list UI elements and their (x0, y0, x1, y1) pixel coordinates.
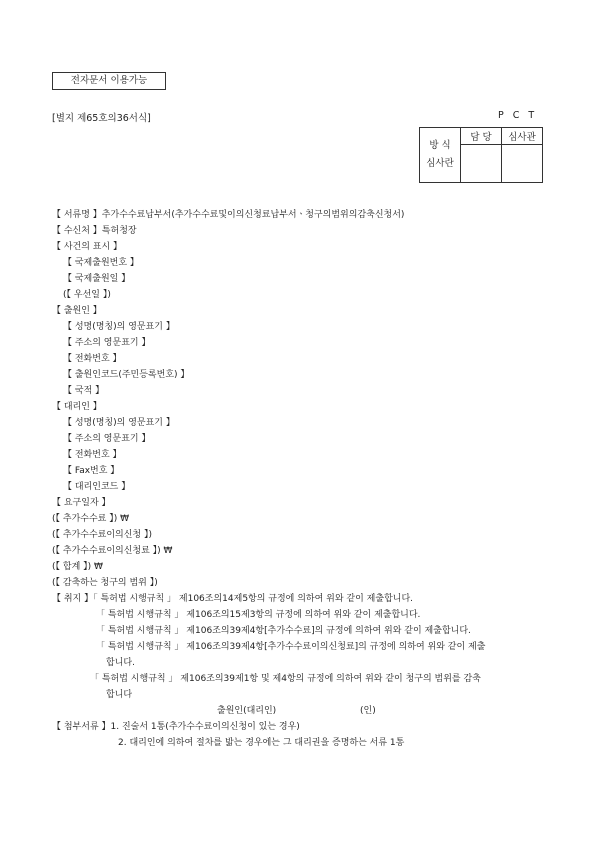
approval-row-label: 방 식 심사란 (420, 128, 461, 183)
purpose-line-4: 「 특허법 시행규칙 」 제106조의39제4항[추가수수료이의신청료]의 규정에 의하여 위와 같이 제출 (96, 642, 486, 652)
field-attachments: 【 첨부서류 】1. 진술서 1통(추가수수료이의신청이 있는 경우) (52, 722, 300, 732)
field-document-name: 【 서류명 】추가수수료납부서(추가수수료및이의신청료납부서ㆍ청구의범위의감축신청서) (52, 210, 405, 220)
field-applicant-nationality: 【 국적 】 (63, 386, 105, 396)
purpose-line-3: 「 특허법 시행규칙 」 제106조의39제4항[추가수수료]의 규정에 의하여 위와 같이 제출합니다. (96, 626, 471, 636)
purpose-line-4-cont: 합니다. (106, 658, 135, 668)
field-applicant-english-name: 【 성명(명칭)의 영문표기 】 (63, 322, 175, 332)
field-international-app-number: 【 국제출원번호 】 (63, 258, 139, 268)
field-fee-objection-charge: (【 추가수수료이의신청료 】) ₩ (52, 546, 173, 556)
field-reduced-claims: (【 감축하는 청구의 범위 】) (52, 578, 158, 588)
seal-mark: (인) (360, 706, 376, 716)
electronic-document-badge: 전자문서 이용가능 (52, 72, 166, 90)
field-purpose: 【 취지 】「 특허법 시행규칙 」 제106조의14제5항의 규정에 의하여 위와 같이 제출합니다. (52, 594, 414, 604)
approval-col-staff: 담 당 (461, 128, 502, 145)
field-agent-code: 【 대리인코드 】 (63, 482, 131, 492)
approval-table (419, 127, 543, 183)
field-agent-phone: 【 전화번호 】 (63, 450, 122, 460)
attachment-line-2: 2. 대리인에 의하여 절차를 밟는 경우에는 그 대리권을 증명하는 서류 1통 (118, 738, 405, 748)
field-total: (【 합계 】) ₩ (52, 562, 103, 572)
applicant-signature-label: 출원인(대리인) (217, 706, 277, 716)
field-applicant-phone: 【 전화번호 】 (63, 354, 122, 364)
field-priority-date: (【 우선일 】) (63, 290, 111, 300)
field-applicant-code: 【 출원인코드(주민등록번호) 】 (63, 370, 190, 380)
pct-label: PCT (498, 110, 544, 121)
field-additional-fee: (【 추가수수료 】) ₩ (52, 514, 129, 524)
field-applicant: 【 출원인 】 (52, 306, 102, 316)
field-request-date: 【 요구일자 】 (52, 498, 111, 508)
field-international-filing-date: 【 국제출원일 】 (63, 274, 131, 284)
purpose-line-2: 「 특허법 시행규칙 」 제106조의15제3항의 규정에 의하여 위와 같이 제출합니다. (96, 610, 421, 620)
approval-col-examiner: 심사관 (502, 128, 543, 145)
field-fee-objection: (【 추가수수료이의신청 】) (52, 530, 152, 540)
purpose-line-5: 「 특허법 시행규칙 」 제106조의39제1항 및 제4항의 규정에 의하여 위와 같이 청구의 범위를 감축 (90, 674, 481, 684)
field-recipient: 【 수신처 】특허청장 (52, 226, 137, 236)
field-applicant-english-address: 【 주소의 영문표기 】 (63, 338, 151, 348)
form-number: [별지 제65호의36서식] (52, 113, 151, 124)
field-agent-english-address: 【 주소의 영문표기 】 (63, 434, 151, 444)
field-case-indication: 【 사건의 표시 】 (52, 242, 123, 252)
field-agent: 【 대리인 】 (52, 402, 102, 412)
purpose-line-5-cont: 합니다 (106, 690, 133, 700)
field-agent-english-name: 【 성명(명칭)의 영문표기 】 (63, 418, 175, 428)
field-agent-fax: 【 Fax번호 】 (63, 466, 120, 476)
approval-staff-cell (461, 145, 502, 183)
approval-examiner-cell (502, 145, 543, 183)
